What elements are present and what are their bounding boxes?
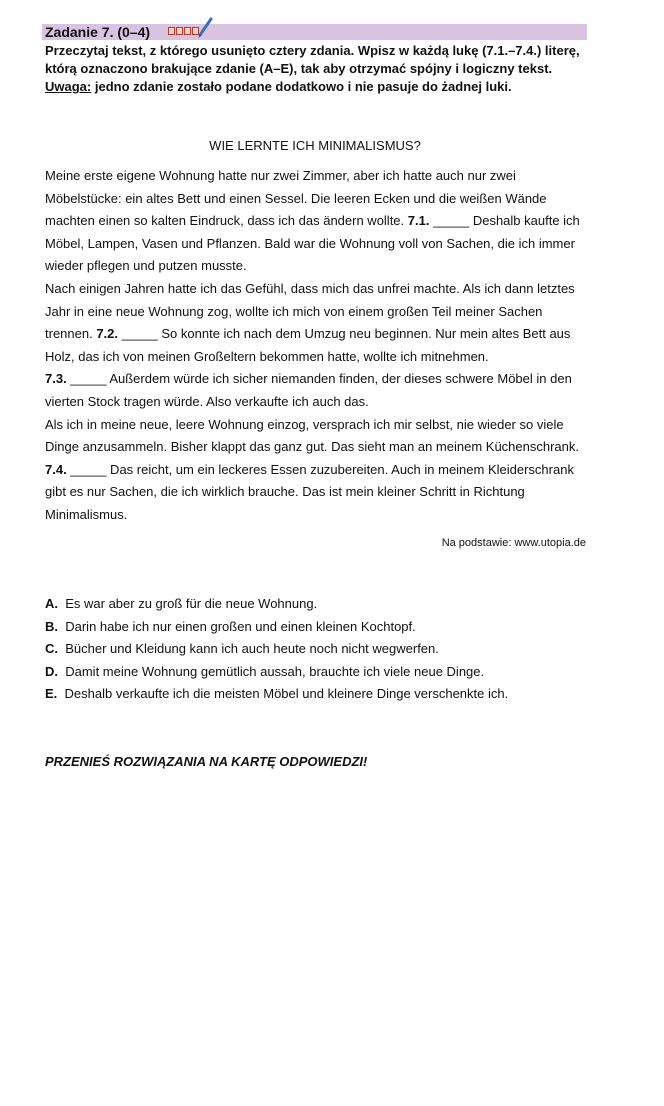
article-body bbox=[45, 165, 590, 527]
pen-icon bbox=[196, 17, 214, 39]
task-title: Zadanie 7. (0–4) bbox=[45, 24, 151, 40]
option-e: E. Deshalb verkaufte ich die meisten Möbel und kleinere Dinge verschenkte ich. bbox=[45, 686, 509, 702]
note-text: jedno zdanie zostało podane dodatkowo i nie pasuje do żadnej luki. bbox=[91, 79, 512, 94]
score-box bbox=[176, 27, 183, 35]
article-title: WIE LERNTE ICH MINIMALISMUS? bbox=[209, 138, 421, 153]
option-a: A. Es war aber zu groß für die neue Wohnung. bbox=[45, 596, 318, 611]
option-b: B. Darin habe ich nur einen großen und einen kleinen Kochtopf. bbox=[45, 618, 416, 634]
gap-7-2: 7.2. bbox=[96, 326, 119, 342]
score-boxes-icon bbox=[168, 27, 199, 35]
transfer-note: PRZENIEŚ ROZWIĄZANIA NA KARTĘ ODPOWIEDZI! bbox=[45, 754, 368, 769]
score-box bbox=[168, 27, 175, 35]
instruction-line: którą oznaczono brakujące zdanie (A–E), tak aby otrzymać spójny i logiczny tekst. bbox=[45, 61, 553, 76]
option-c: C. Bücher und Kleidung kann ich auch heute noch nicht wegwerfen. bbox=[45, 641, 439, 657]
gap-7-3: 7.3. bbox=[45, 371, 67, 387]
gap-7-1: 7.1. bbox=[407, 213, 430, 229]
options-list bbox=[45, 593, 605, 706]
paragraph: 7.4. _____ Das reicht, um ein leckeres Essen zuzubereiten. Auch in meinem Kleiderschrank gibt es nur Sachen, die ich wirklich brauche. Das ist mein kleiner Schritt in Richtung Minimalismus. bbox=[45, 461, 574, 522]
option-d: D. Damit meine Wohnung gemütlich aussah, brauchte ich viele neue Dinge. bbox=[45, 663, 485, 679]
paragraph: Meine erste eigene Wohnung hatte nur zwei Zimmer, aber ich hatte auch nur zwei Möbelstücke: ein altes Bett und einen Sessel. Die leeren Ecken und die weißen Wände machten einen so kalten Eindruck, dass ich das ändern wollte. 7.1. _____ Deshalb kaufte ich Möbel, Lampen, Vasen und Pflanzen. Bald war die Wohnung voll von Sachen, die ich immer wieder pflegen und putzen musste. bbox=[45, 168, 580, 274]
score-box bbox=[184, 27, 191, 35]
source-note: Na podstawie: www.utopia.de bbox=[441, 537, 586, 549]
paragraph: Nach einigen Jahren hatte ich das Gefühl, dass mich das unfrei machte. Als ich dann letztes Jahr in eine neue Wohnung zog, wollte ich mich von einem großen Teil meiner Sachen trennen. 7.2. _____ So konnte ich nach dem Umzug neu beginnen. Nur mein altes Bett aus Holz, das ich von meinen Großeltern bekommen hatte, wollte ich mitnehmen. bbox=[45, 280, 575, 364]
task-instructions bbox=[45, 42, 590, 96]
paragraph: Als ich in meine neue, leere Wohnung einzog, versprach ich mir selbst, nie wieder so viele Dinge anzusammeln. Bisher klappt das ganz gut. Das sieht man an meinem Küchenschrank. bbox=[45, 416, 580, 455]
note-label: Uwaga: bbox=[45, 79, 92, 94]
gap-7-4: 7.4. bbox=[45, 461, 67, 477]
instruction-line: Przeczytaj tekst, z którego usunięto cztery zdania. Wpisz w każdą lukę (7.1.–7.4.) literę, bbox=[45, 43, 580, 58]
note-line bbox=[45, 78, 590, 96]
paragraph: 7.3. _____ Außerdem würde ich sicher niemanden finden, der dieses schwere Möbel in den vierten Stock tragen würde. Also verkaufte ich auch das. bbox=[45, 371, 572, 409]
